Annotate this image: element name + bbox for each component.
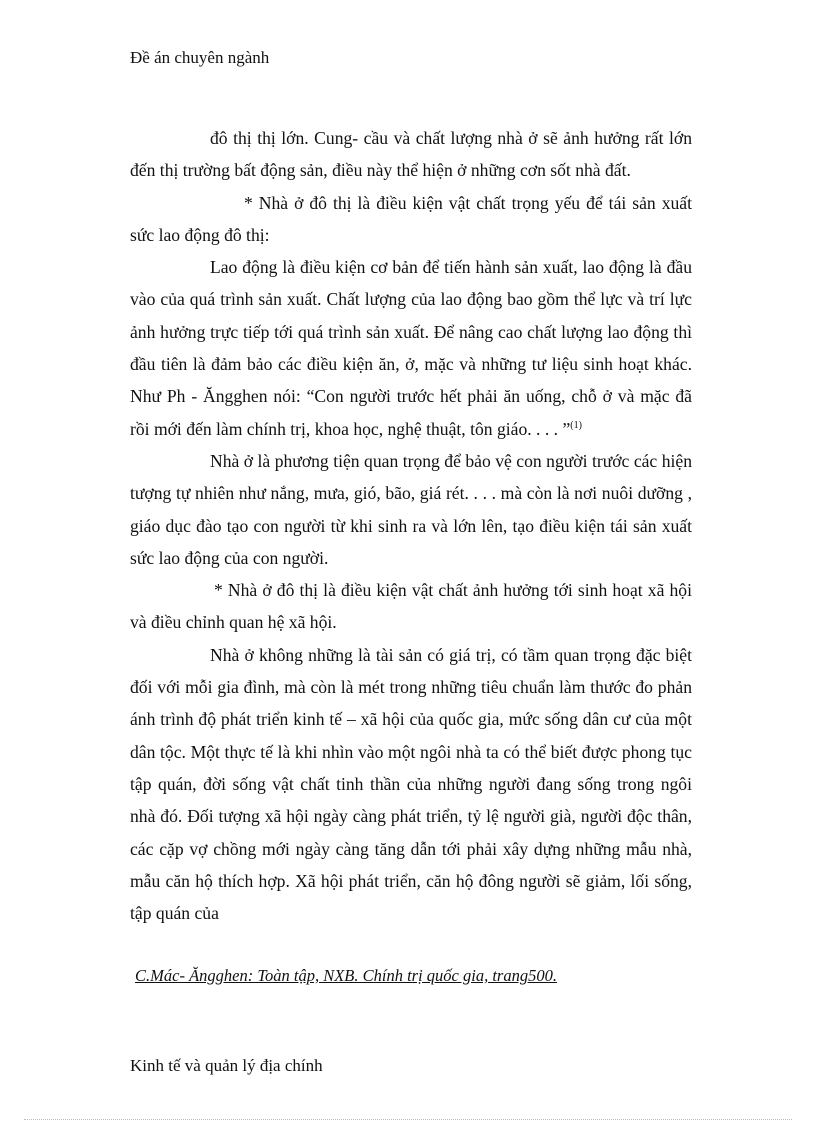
page-header: Đề án chuyên ngành bbox=[130, 48, 270, 67]
paragraph-1: đô thị thị lớn. Cung- cầu và chất lượng nhà ở sẽ ảnh hưởng rất lớn đến thị trường bất động sản, điều này thể hiện ở những cơn sốt nhà đất. bbox=[130, 128, 692, 181]
footnote-marker: (1) bbox=[570, 419, 582, 431]
paragraph-3-text: Lao động là điều kiện cơ bản để tiến hành sản xuất, lao động là đầu vào của quá trình sản xuất. Chất lượng của lao động bao gồm thể lực và trí lực ảnh hưởng trực tiếp tới quá trình sản xuất. Để nâng cao chất lượng lao động thì đầu tiên là đảm bảo các điều kiện ăn, ở, mặc và những tư liệu sinh hoạt khác. Như Ph - Ăngghen nói: “Con người trước hết phải ăn uống, chỗ ở và mặc đã rồi mới đến làm chính trị, khoa học, nghệ thuật, tôn giáo. . . . ” bbox=[130, 257, 692, 439]
document-body bbox=[130, 122, 692, 929]
page-footer: Kinh tế và quản lý địa chính bbox=[130, 1056, 323, 1075]
paragraph-4: Nhà ở là phương tiện quan trọng để bảo vệ con người trước các hiện tượng tự nhiên như nắng, mưa, gió, bão, giá rét. . . . mà còn là nơi nuôi dưỡng , giáo dục đào tạo con người từ khi sinh ra và lớn lên, tạo điều kiện tái sản xuất sức lao động của con người. bbox=[130, 450, 692, 568]
paragraph-5: * Nhà ở đô thị là điều kiện vật chất ảnh hưởng tới sinh hoạt xã hội và điều chỉnh quan hệ xã hội. bbox=[130, 580, 692, 633]
footnote: C.Mác- Ăngghen: Toàn tập, NXB. Chính trị quốc gia, trang500. bbox=[135, 966, 557, 985]
paragraph-3 bbox=[130, 251, 692, 445]
paragraph-6: Nhà ở không những là tài sản có giá trị, có tầm quan trọng đặc biệt đối với mỗi gia đình, mà còn là mét trong những tiêu chuẩn làm thước đo phản ánh trình độ phát triển kinh tế – xã hội của quốc gia, mức sống dân cư của một dân tộc. Một thực tế là khi nhìn vào một ngôi nhà ta có thể biết được phong tục tập quán, đời sống vật chất tinh thần của những người đang sống trong ngôi nhà đó. Đối tượng xã hội ngày càng phát triển, tỷ lệ người già, người độc thân, các cặp vợ chồng mới ngày càng tăng dẫn tới phải xây dựng những mẫu nhà, mẫu căn hộ thích hợp. Xã hội phát triển, căn hộ đông người sẽ giảm, lối sống, tập quán của bbox=[130, 644, 692, 924]
page-bottom-rule bbox=[24, 1119, 792, 1120]
paragraph-2: * Nhà ở đô thị là điều kiện vật chất trọng yếu để tái sản xuất sức lao động đô thị: bbox=[130, 192, 692, 245]
